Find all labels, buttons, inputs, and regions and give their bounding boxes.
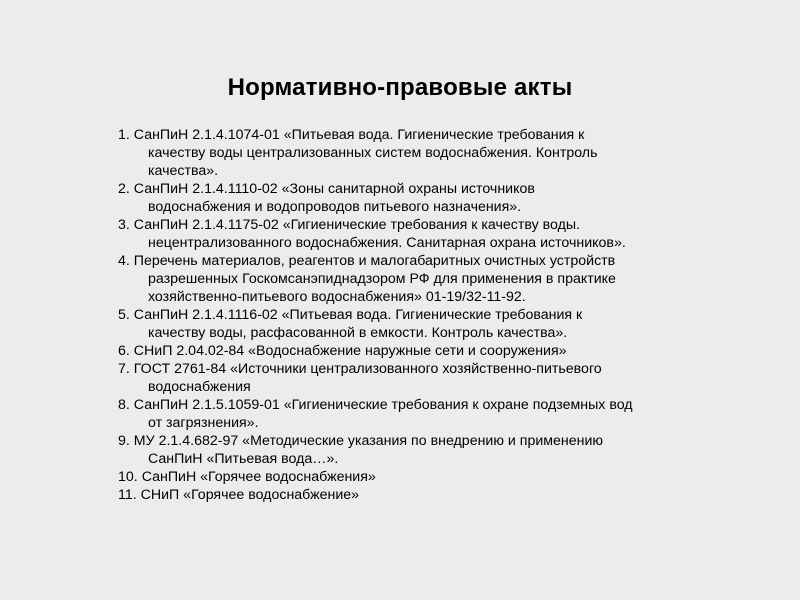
- item-number: 7.: [118, 361, 130, 377]
- item-number: 3.: [118, 217, 130, 233]
- list-item: [118, 360, 728, 396]
- item-text: от загрязнения».: [148, 415, 259, 431]
- list-item: [118, 252, 728, 306]
- item-text: хозяйственно-питьевого водоснабжения» 01-19/32-11-92.: [148, 289, 526, 305]
- list-item: [118, 432, 728, 468]
- list-item: [118, 486, 728, 504]
- item-number: 11.: [118, 487, 137, 503]
- item-line: [118, 468, 728, 486]
- item-text: нецентрализованного водоснабжения. Санитарная охрана источников».: [148, 235, 626, 251]
- item-text: СанПиН «Питьевая вода…».: [148, 451, 339, 467]
- slide-title: Нормативно-правовые акты: [227, 74, 573, 101]
- item-text: СанПиН 2.1.5.1059-01 «Гигиенические требования к охране подземных вод: [133, 397, 633, 413]
- list-item: [118, 396, 728, 432]
- item-line: [118, 432, 728, 450]
- regulations-list: [118, 126, 728, 504]
- item-text: водоснабжения и водопроводов питьевого назначения».: [148, 199, 522, 215]
- item-text: СанПиН 2.1.4.1175-02 «Гигиенические требования к качеству воды.: [133, 217, 581, 233]
- item-line: [118, 306, 728, 324]
- item-line: [118, 396, 728, 414]
- list-item: [118, 216, 728, 252]
- item-line: [118, 252, 728, 270]
- item-text: качеству воды централизованных систем водоснабжения. Контроль: [148, 145, 598, 161]
- item-number: 10.: [118, 469, 138, 485]
- item-text: Перечень материалов, реагентов и малогабаритных очистных устройств: [133, 253, 616, 269]
- list-item: [118, 306, 728, 342]
- item-line: [118, 342, 728, 360]
- list-item: [118, 342, 728, 360]
- item-text: МУ 2.1.4.682-97 «Методические указания по внедрению и применению: [133, 433, 604, 449]
- item-line: [118, 360, 728, 378]
- item-text: ГОСТ 2761-84 «Источники централизованного хозяйственно-питьевого: [133, 361, 602, 377]
- item-text: СНиП 2.04.02-84 «Водоснабжение наружные сети и сооружения»: [133, 343, 567, 359]
- item-number: 6.: [118, 343, 130, 359]
- item-line: [118, 180, 728, 198]
- item-text: СанПиН «Горячее водоснабжения»: [141, 469, 376, 485]
- item-number: 2.: [118, 181, 130, 197]
- item-line: [118, 126, 728, 144]
- item-text: СНиП «Горячее водоснабжение»: [140, 487, 360, 503]
- item-number: 1.: [118, 127, 130, 143]
- list-item: [118, 180, 728, 216]
- item-line: [118, 216, 728, 234]
- item-text: СанПиН 2.1.4.1074-01 «Питьевая вода. Гигиенические требования к: [133, 127, 585, 143]
- item-text: качеству воды, расфасованной в емкости. Контроль качества».: [148, 325, 568, 341]
- list-item: [118, 126, 728, 180]
- item-number: 8.: [118, 397, 130, 413]
- item-text: водоснабжения: [148, 379, 251, 395]
- item-line: [118, 486, 728, 504]
- item-number: 5.: [118, 307, 130, 323]
- item-text: качества».: [148, 163, 219, 179]
- item-text: СанПиН 2.1.4.1116-02 «Питьевая вода. Гигиенические требования к: [133, 307, 583, 323]
- item-text: разрешенных Госкомсанэпиднадзором РФ для применения в практике: [148, 271, 616, 287]
- item-number: 9.: [118, 433, 130, 449]
- list-item: [118, 468, 728, 486]
- item-text: СанПиН 2.1.4.1110-02 «Зоны санитарной охраны источников: [133, 181, 535, 197]
- item-number: 4.: [118, 253, 130, 269]
